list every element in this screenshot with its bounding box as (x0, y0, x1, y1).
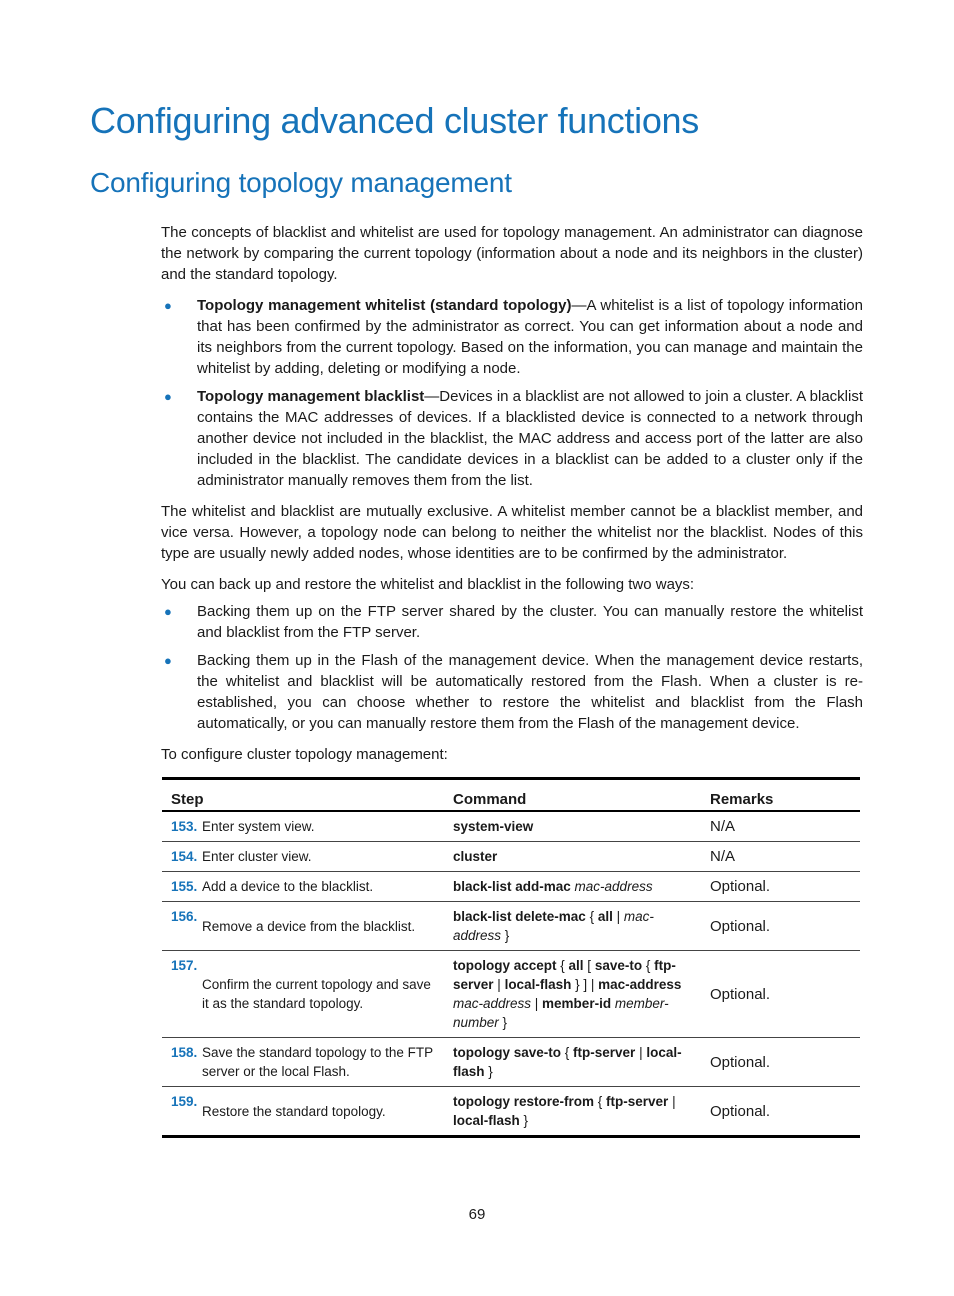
intro-paragraph: The concepts of blacklist and whitelist are used for topology management. An administrator can diagnose the network by comparing the current topology (information about a node and its neighbors in the cluster) and the standard topology. (161, 224, 863, 283)
step-number: 159. (171, 1094, 198, 1109)
command-keyword: topology restore-from (453, 1094, 598, 1109)
step-cell (162, 1087, 444, 1137)
command-keyword: system-view (453, 819, 534, 834)
step-text: Restore the standard topology. (202, 1103, 386, 1119)
bullet-icon: ● (164, 604, 172, 619)
table-row (162, 842, 860, 872)
command-cell (444, 1038, 701, 1087)
page-title: Configuring advanced cluster functions (90, 100, 699, 141)
step-cell (162, 951, 444, 1038)
command-keyword: local-flash (453, 1045, 682, 1079)
list-definitions (161, 295, 863, 491)
step-cell (162, 1038, 444, 1087)
step-cell (162, 842, 444, 872)
remarks-cell: N/A (701, 811, 860, 842)
step-cell (162, 811, 444, 842)
header-command: Command (444, 779, 701, 812)
table-row (162, 1038, 860, 1087)
command-keyword: all (597, 909, 613, 924)
command-syntax: } (501, 928, 510, 943)
step-text: Enter cluster view. (202, 849, 312, 864)
command-syntax: | (612, 909, 624, 924)
command-cell (444, 1087, 701, 1137)
header-remarks: Remarks (701, 779, 860, 812)
section-title: Configuring topology management (90, 167, 512, 198)
step-text: Confirm the current topology and save it as the standard topology. (202, 977, 431, 1011)
command-keyword: mac-address (598, 977, 682, 992)
table-row (162, 872, 860, 902)
command-syntax: [ (583, 958, 595, 973)
list-backup-methods (161, 601, 863, 734)
command-syntax: | (668, 1094, 676, 1109)
command-syntax: } ] | (571, 977, 599, 992)
command-table (162, 777, 860, 1138)
command-cell (444, 872, 701, 902)
command-argument: mac-address (453, 909, 654, 943)
command-argument: mac-address (574, 879, 653, 894)
list-item-text: Backing them up in the Flash of the management device. When the management device restarts, the whitelist and blacklist will be automatically restored from the Flash. When a cluster is re-established, you can choose whether to restore the whitelist and blacklist from the Flash automatically, or you can manually restore them from the Flash of the management device. (197, 652, 863, 732)
command-syntax: { (642, 958, 655, 973)
command-keyword: save-to (594, 958, 643, 973)
step-number: 154. (171, 849, 198, 864)
command-cell (444, 842, 701, 872)
command-keyword: cluster (453, 849, 498, 864)
command-syntax: } (484, 1064, 493, 1079)
definition: —Devices in a blacklist are not allowed to join a cluster. A blacklist contains the MAC addresses of devices. If a blacklisted device is connected to a network through another device not included in the blacklist, the MAC address and access port of the latter are also included in the blacklist. The candidate devices in a blacklist can be added to a cluster only if the administrator manually removes them from the list. (197, 388, 864, 489)
command-syntax: | (493, 977, 505, 992)
command-syntax: { (597, 1094, 607, 1109)
command-syntax: { (560, 958, 569, 973)
remarks-cell: Optional. (701, 1038, 860, 1087)
definition: —A whitelist is a list of topology information that has been confirmed by the administrator as correct. You can get information about a node and its neighbors from the current topology. Based on the information, you can manage and maintain the whitelist by adding, deleting or modifying a node. (197, 297, 863, 377)
command-argument: member-number (453, 996, 669, 1030)
term: Topology management whitelist (standard topology) (197, 297, 572, 314)
table-row (162, 811, 860, 842)
list-item (161, 295, 863, 379)
command-syntax: { (564, 1045, 574, 1060)
remarks-cell: Optional. (710, 1102, 771, 1120)
step-text: Add a device to the blacklist. (202, 879, 374, 894)
page-number: 69 (468, 1206, 486, 1223)
remarks-cell: Optional. (701, 951, 860, 1038)
remarks-cell: Optional. (701, 902, 860, 951)
step-number: 158. (171, 1045, 198, 1060)
step-number: 153. (171, 819, 198, 834)
command-keyword: ftp-server (606, 1094, 669, 1109)
paragraph-exclusive: The whitelist and blacklist are mutually exclusive. A whitelist member cannot be a blacklist member, and vice versa. However, a topology node can belong to neither the whitelist nor the blacklist. Nodes of this type are usually newly added nodes, whose identities are to be confirmed by the administrator. (161, 503, 863, 562)
list-item (161, 386, 863, 491)
step-number: 155. (171, 879, 198, 894)
command-keyword: black-list add-mac (453, 879, 575, 894)
list-item (161, 601, 863, 643)
header-step: Step (162, 779, 444, 812)
table-intro: To configure cluster topology management: (161, 746, 448, 763)
command-syntax: } (519, 1113, 529, 1128)
command-keyword: ftp-server (453, 958, 676, 992)
remarks-cell: Optional. (701, 872, 860, 902)
step-cell (162, 872, 444, 902)
command-keyword: all (568, 958, 584, 973)
command-syntax: { (589, 909, 598, 924)
step-number: 157. (171, 958, 198, 973)
term: Topology management blacklist (197, 388, 425, 405)
remarks-cell: N/A (701, 842, 860, 872)
command-keyword: black-list delete-mac (453, 909, 590, 924)
bullet-icon: ● (164, 389, 172, 404)
table-row (162, 951, 860, 1038)
step-text: Enter system view. (202, 819, 315, 834)
step-text: Save the standard topology to the FTP server or the local Flash. (202, 1045, 433, 1079)
bullet-icon: ● (164, 298, 172, 313)
section-body (161, 222, 863, 775)
command-cell (444, 811, 701, 842)
command-keyword: local-flash (453, 1113, 520, 1128)
step-number: 156. (171, 909, 198, 924)
command-keyword: topology save-to (453, 1045, 565, 1060)
list-item (161, 650, 863, 734)
command-keyword: local-flash (504, 977, 572, 992)
step-cell (162, 902, 444, 951)
table-row (162, 902, 860, 951)
bullet-icon: ● (164, 653, 172, 668)
table-row (162, 1087, 860, 1137)
step-text: Remove a device from the blacklist. (202, 918, 416, 934)
command-cell (444, 951, 701, 1038)
command-cell (444, 902, 701, 951)
command-syntax: } (498, 1015, 508, 1030)
command-keyword: member-id (542, 996, 615, 1011)
command-keyword: topology accept (453, 958, 561, 973)
paragraph-backup: You can back up and restore the whitelist and blacklist in the following two ways: (161, 576, 695, 593)
command-keyword: ftp-server (573, 1045, 636, 1060)
command-argument: mac-address (453, 996, 532, 1011)
list-item-text: Backing them up on the FTP server shared by the cluster. You can manually restore the whitelist and blacklist from the FTP server. (197, 603, 863, 641)
table-header-row (162, 779, 860, 812)
command-syntax: | (531, 996, 543, 1011)
command-syntax: | (635, 1045, 647, 1060)
